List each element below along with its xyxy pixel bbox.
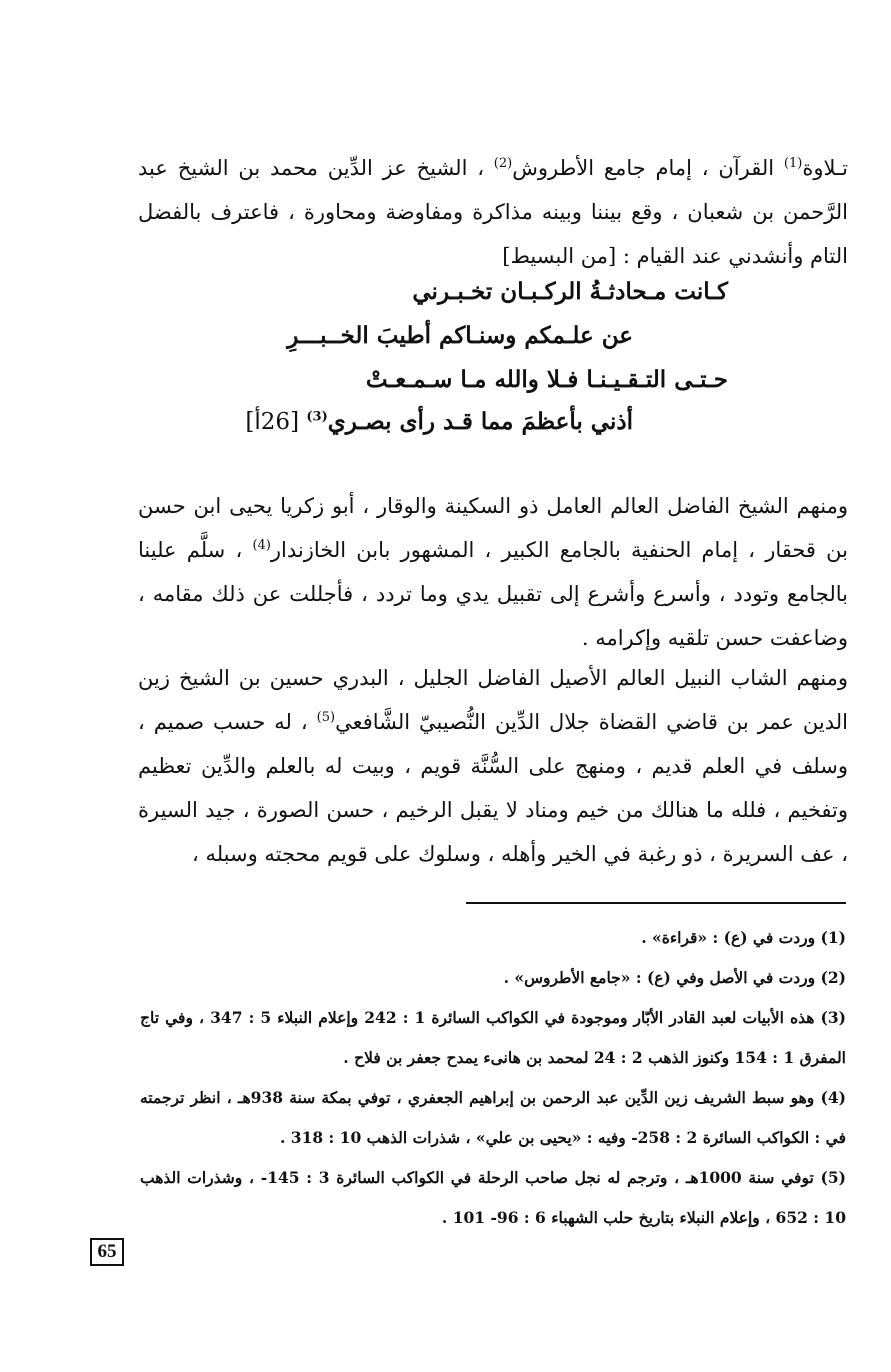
footnote-2: (2) وردت في الأصل وفي (ع) : «جامع الأطروس» . [503,968,846,987]
footnote-ref-5[interactable]: (5) [316,710,336,725]
footnote-ref-3[interactable]: (3) [306,409,328,425]
poem-line-2: عن علـمكم وسنـاكم أطيبَ الخــبـــرِ [287,322,633,349]
poem-line-4 [245,400,633,444]
footnote-1: (1) وردت في (ع) : «قراءة» . [641,928,846,947]
text-segment: القرآن ، إمام جامع الأطروش [512,156,784,180]
poem-line-4-text: أذني بأعظمَ مما قـد رأى بصـري [327,408,633,435]
footnote-3: (3) هذه الأبيات لعبد القادر الأبّار وموجودة في الكواكب السائرة 1 : 242 وإعلام النبلاء 5 : 347 ، وفي تاج المفرق 1 : 154 وكنوز الذهب 2 : 24 لمحمد بن هانىء يمدح جعفر بن فلاح . [140,1008,847,1067]
folio-marker: [26أ] [245,409,307,435]
footnote-ref-1[interactable]: (1) [783,156,803,171]
text-segment: تـلاوة [802,156,848,180]
paragraph-husayn [138,656,848,876]
footnotes-list [140,918,846,1238]
text-segment: ، له حسب صميم ، وسلف في العلم قديم ، ومنهج على السُّنَّة قويم ، وبيت له بالعلم والدِّين تعظيم وتفخيم ، فلله ما هنالك من خيم ومناد لا يقبل الرخيم ، حسن الصورة ، جيد السيرة ، عف السريرة ، ذو رغبة في الخير وأهله ، وسلوك على قويم محجته وسبله ، [138,710,848,866]
text-segment: ، سلَّم علينا بالجامع وتودد ، وأسرع وأشرع إلى تقبيل يدي وما تردد ، فأجللت عن ذلك مقامه ، وضاعفت حسن تلقيه وإكرامه . [138,538,848,650]
footnote-ref-2[interactable]: (2) [493,156,513,171]
paragraph-yahya [138,484,848,660]
paragraph-intro [138,146,848,278]
poem-line-1: كـانت مـحادثـةُ الركـبـان تخـبـرني [412,278,728,305]
footnote-ref-4[interactable]: (4) [252,538,271,553]
footnote-separator [466,902,846,904]
footnote-5: (5) توفي سنة 1000هـ ، وترجم له نجل صاحب الرحلة في الكواكب السائرة 3 : 145- ، وشذرات الذهب 10 : 652 ، وإعلام النبلاء بتاريخ حلب الشهباء 6 : 96- 101 . [140,1168,846,1227]
text-segment: ومنهم الشيخ الفاضل العالم العامل ذو السكينة والوقار ، أبو زكريا يحيى ابن حسن بن قحقار ، إمام الحنفية بالجامع الكبير ، المشهور بابن الخازندار [138,494,849,562]
poem-line-3: حـتـى التـقـيـنـا فـلا والله مـا سـمـعـتْ [365,366,728,393]
footnote-4: (4) وهو سبط الشريف زين الدِّين عبد الرحمن بن إبراهيم الجعفري ، توفي بمكة سنة 938هـ ، انظر ترجمته في : الكواكب السائرة 2 : 258- وفيه : «يحيى بن علي» ، شذرات الذهب 10 : 318 . [140,1088,846,1147]
text-segment: ومنهم الشاب النبيل العالم الأصيل الفاضل الجليل ، البدري حسين بن الشيخ زين الدين عمر بن قاضي القضاة جلال الدِّين النُّصيبيّ الشَّافعي [138,666,848,734]
page-number: 65 [90,1238,124,1266]
text-segment: ، الشيخ عز الدِّين محمد بن الشيخ عبد الرَّحمن بن شعبان ، وقع بيننا وبينه مذاكرة ومفاوضة ومحاورة ، فاعترف بالفضل التام وأنشدني عند القيام : [من البسيط] [138,156,848,268]
